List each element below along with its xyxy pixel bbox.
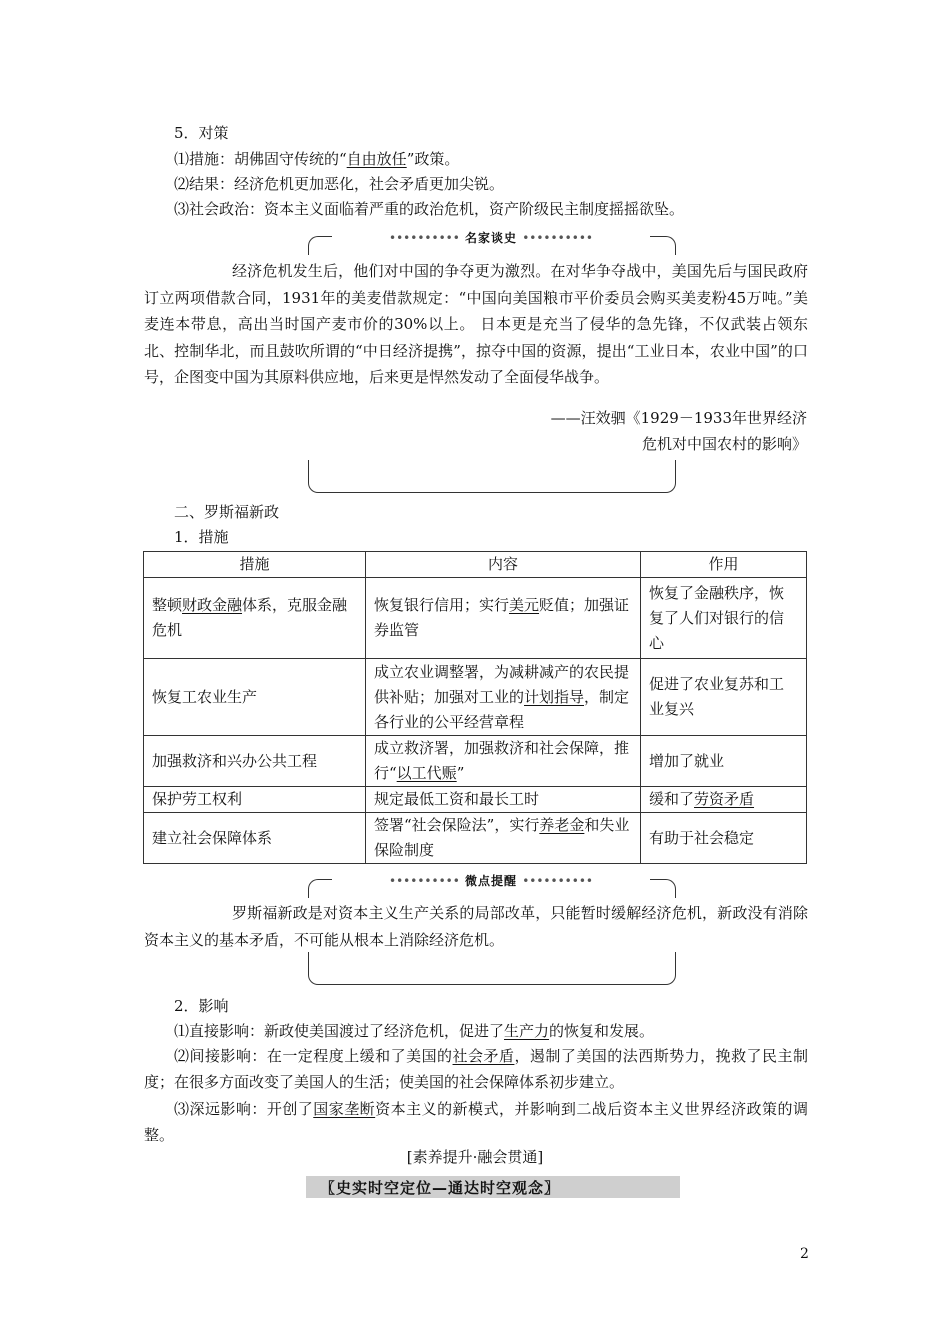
box-frame-bottom [308, 460, 676, 493]
page-number: 2 [800, 1246, 809, 1262]
table-cell: 恢复银行信用；实行美元贬值；加强证券监管 [366, 578, 641, 659]
quote-paragraph: 经济危机发生后，他们对中国的争夺更为激烈。在对华争夺战中，美国先后与国民政府订立两项借款合同，1931年的美麦借款规定：“中国向美国粮市平价委员会购买美麦粉45万吨。”美麦连本带息，高出当时国产麦市价的30%以上。 日本更是充当了侵华的急先锋，不仅武装占领东北、控制华北，而且鼓吹所谓的“中日经济提携”，掠夺中国的资源，提出“工业日本，农业中国”的口号，企图变中国为其原料供应地，后来更是悍然发动了全面侵华战争。 [144, 262, 808, 386]
section-banner: 〖史实时空定位—通达时空观念〗 [306, 1176, 680, 1198]
table-cell: 整顿财政金融体系，克服金融危机 [144, 578, 366, 659]
table-cell: 保护劳工权利 [144, 787, 366, 813]
table-cell: 有助于社会稳定 [641, 813, 807, 864]
measure-item: ⑴措施：胡佛固守传统的“自由放任”政策。 [174, 150, 460, 168]
table-header: 措施 [144, 552, 366, 578]
table-cell: 成立救济署，加强救济和社会保障，推行“以工代赈” [366, 736, 641, 787]
table-row [144, 736, 807, 787]
section-heading: 二、罗斯福新政 [174, 503, 280, 521]
quote-author: ——汪效驷《1929－1933年世界经济 [550, 409, 807, 427]
tip-paragraph: 罗斯福新政是对资本主义生产关系的局部改革，只能暂时缓解经济危机，新政没有消除资本主义的基本矛盾，不可能从根本上消除经济危机。 [144, 904, 808, 949]
impact-item: ⑵间接影响：在一定程度上缓和了美国的社会矛盾，遏制了美国的法西斯势力，挽救了民主制度；在很多方面改变了美国人的生活；使美国的社会保障体系初步建立。 [144, 1047, 808, 1091]
impact-item: ⑶深远影响：开创了国家垄断资本主义的新模式，并影响到二战后资本主义世界经济政策的调整。 [144, 1100, 808, 1144]
table-cell: 缓和了劳资矛盾 [641, 787, 807, 813]
box-label: •••••••••• 微点提醒 •••••••••• [332, 872, 650, 889]
table-cell: 恢复工农业生产 [144, 659, 366, 736]
impact-item: ⑴直接影响：新政使美国渡过了经济危机，促进了生产力的恢复和发展。 [174, 1022, 655, 1040]
subsection-heading: 1．措施 [174, 528, 229, 546]
table-cell: 签署“社会保险法”，实行养老金和失业保险制度 [366, 813, 641, 864]
table-cell: 规定最低工资和最长工时 [366, 787, 641, 813]
section-subtitle: [素养提升·融会贯通] [406, 1148, 544, 1166]
box-frame-bottom [308, 952, 676, 985]
politics-item: ⑶社会政治：资本主义面临着严重的政治危机，资产阶级民主制度摇摇欲坠。 [174, 200, 685, 218]
table-cell: 加强救济和兴办公共工程 [144, 736, 366, 787]
table-row [144, 787, 807, 813]
table-row [144, 659, 807, 736]
table-header: 作用 [641, 552, 807, 578]
subsection-heading: 2．影响 [174, 997, 229, 1015]
box-label: •••••••••• 名家谈史 •••••••••• [332, 229, 650, 246]
quote-source: 危机对中国农村的影响》 [641, 435, 807, 453]
table-row [144, 578, 807, 659]
table-cell: 成立农业调整署，为减耕减产的农民提供补贴；加强对工业的计划指导，制定各行业的公平经营章程 [366, 659, 641, 736]
result-item: ⑵结果：经济危机更加恶化，社会矛盾更加尖锐。 [174, 175, 505, 193]
table-header: 内容 [366, 552, 641, 578]
table-cell: 促进了农业复苏和工业复兴 [641, 659, 807, 736]
table-cell: 建立社会保障体系 [144, 813, 366, 864]
table-row [144, 813, 807, 864]
measures-table [143, 551, 807, 864]
section-heading: 5．对策 [174, 124, 229, 142]
table-cell: 增加了就业 [641, 736, 807, 787]
table-cell: 恢复了金融秩序，恢复了人们对银行的信心 [641, 578, 807, 659]
